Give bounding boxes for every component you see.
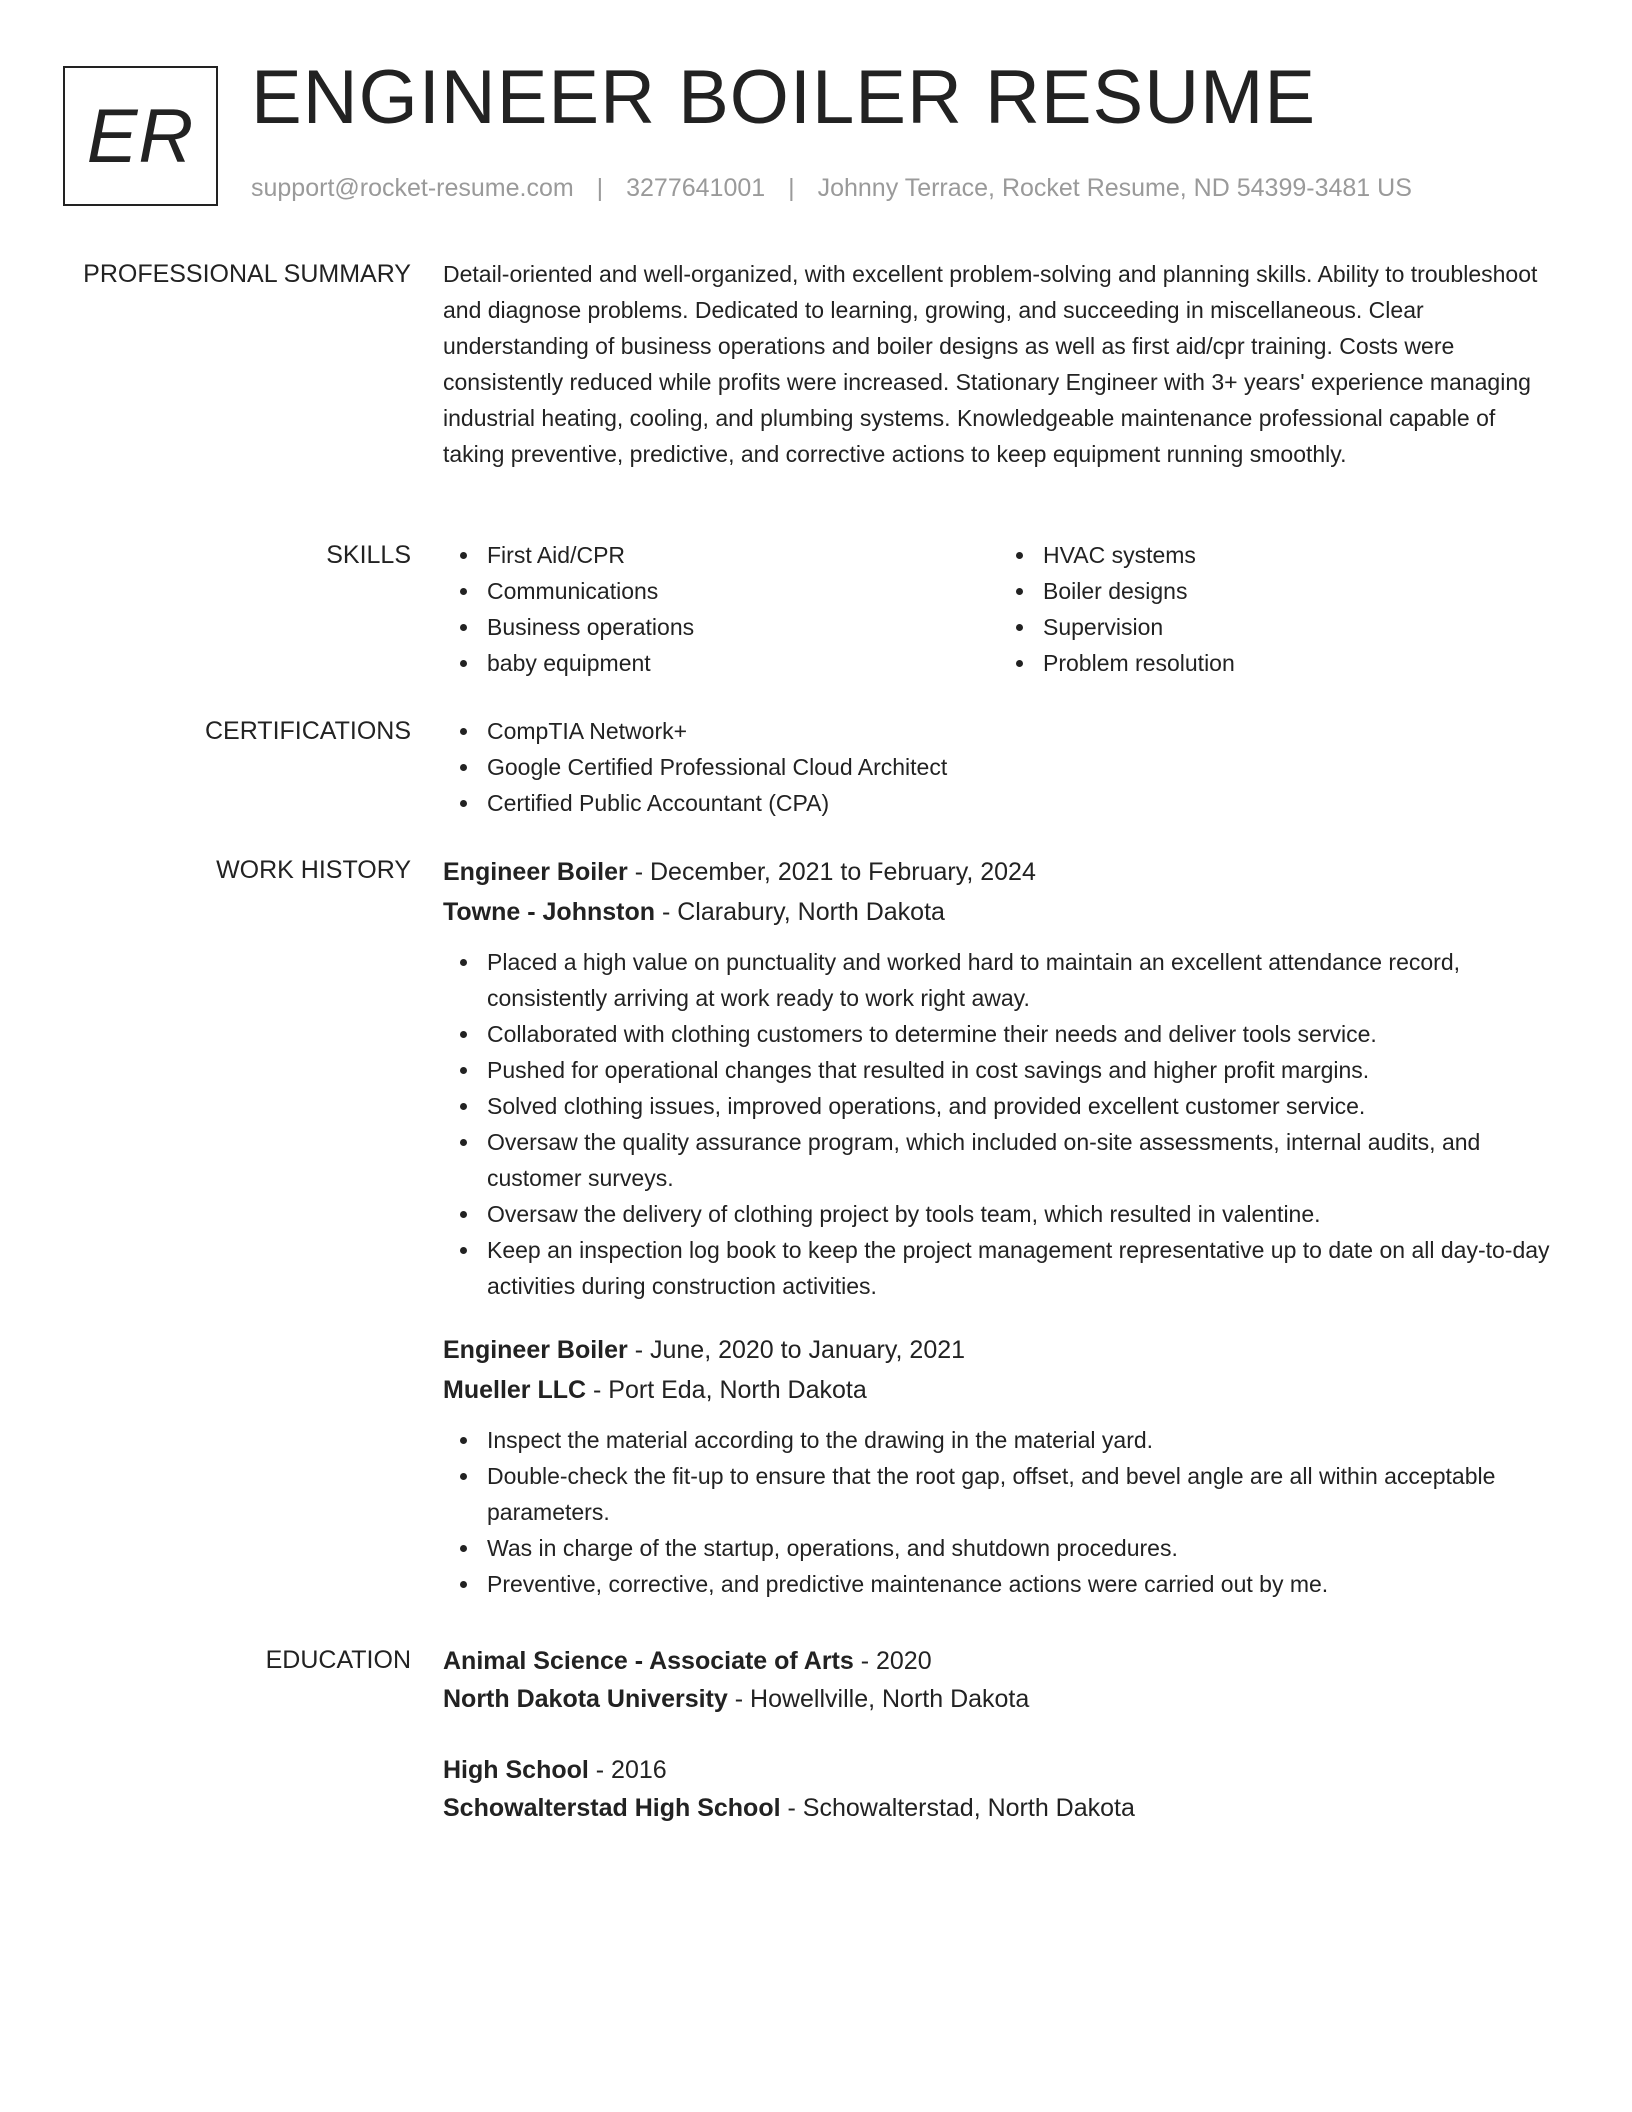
skill-item: HVAC systems	[1043, 537, 1555, 573]
job-company-line	[443, 1370, 1555, 1410]
contact-separator: |	[788, 174, 795, 202]
job-bullet: Double-check the fit-up to ensure that the root gap, offset, and bevel angle are all within acceptable parameters.	[487, 1458, 1555, 1530]
job-bullet: Was in charge of the startup, operations, and shutdown procedures.	[487, 1530, 1555, 1566]
job-title: Engineer Boiler	[443, 1336, 628, 1364]
skills-grid	[443, 537, 1555, 681]
certification-item: Certified Public Accountant (CPA)	[487, 785, 1555, 821]
education-degree-line	[443, 1642, 1555, 1680]
skill-item: Supervision	[1043, 609, 1555, 645]
certification-item: CompTIA Network+	[487, 713, 1555, 749]
certification-item: Google Certified Professional Cloud Architect	[487, 749, 1555, 785]
skills-list-left	[443, 537, 999, 681]
job-company: Towne - Johnston	[443, 898, 656, 926]
education-location: - Schowalterstad, North Dakota	[780, 1794, 1135, 1822]
job-bullet: Oversaw the quality assurance program, which included on-site assessments, internal audits, and customer surveys.	[487, 1124, 1555, 1196]
job-bullet: Placed a high value on punctuality and worked hard to maintain an excellent attendance record, consistently arriving at work ready to work right away.	[487, 944, 1555, 1016]
education-location: - Howellville, North Dakota	[727, 1685, 1030, 1713]
section-label-summary: PROFESSIONAL SUMMARY	[83, 260, 411, 288]
education-degree: High School	[443, 1756, 589, 1784]
job-bullet: Solved clothing issues, improved operations, and provided excellent customer service.	[487, 1088, 1555, 1124]
section-label-education: EDUCATION	[265, 1646, 411, 1674]
contact-email[interactable]: support@rocket-resume.com	[251, 174, 574, 202]
skill-item: Business operations	[487, 609, 999, 645]
education-body	[443, 1642, 1555, 1827]
education-school: Schowalterstad High School	[443, 1794, 781, 1822]
skill-item: First Aid/CPR	[487, 537, 999, 573]
contact-address: Johnny Terrace, Rocket Resume, ND 54399-3481 US	[817, 174, 1412, 202]
education-degree: Animal Science - Associate of Arts	[443, 1647, 854, 1675]
contact-separator: |	[596, 174, 604, 202]
job-bullet: Pushed for operational changes that resulted in cost savings and higher profit margins.	[487, 1052, 1555, 1088]
job-bullets	[443, 944, 1555, 1304]
education-school-line	[443, 1680, 1555, 1718]
job-location: - Port Eda, North Dakota	[586, 1376, 867, 1404]
education-school-line	[443, 1789, 1555, 1827]
contact-phone[interactable]: 3277641001	[626, 174, 766, 202]
education-year: - 2016	[588, 1756, 667, 1784]
certifications-list	[443, 713, 1555, 821]
section-label-certifications: CERTIFICATIONS	[204, 717, 411, 745]
education-degree-line	[443, 1751, 1555, 1789]
job-title: Engineer Boiler	[443, 858, 628, 886]
job-bullet: Preventive, corrective, and predictive maintenance actions were carried out by me.	[487, 1566, 1555, 1602]
education-school: North Dakota University	[443, 1685, 728, 1713]
education-year: - 2020	[853, 1647, 932, 1675]
job-entry	[443, 852, 1555, 1304]
monogram-text: ER	[86, 93, 195, 179]
section-label-skills: SKILLS	[326, 541, 411, 569]
skill-item: baby equipment	[487, 645, 999, 681]
skill-item: Problem resolution	[1043, 645, 1555, 681]
section-label-work: WORK HISTORY	[216, 856, 411, 884]
summary-text: Detail-oriented and well-organized, with excellent problem-solving and planning skills. Ability to troubleshoot and diagnose problems. Dedicated to learning, growing, and succeeding in miscellaneous. Clear understanding of business operations and boiler designs as well as first aid/cpr training. Costs were consistently reduced while profits were increased. Stationary Engineer with 3+ years' experience managing industrial heating, cooling, and plumbing systems. Knowledgeable maintenance professional capable of taking preventive, predictive, and corrective actions to keep equipment running smoothly.	[443, 261, 1538, 467]
summary-body	[443, 256, 1555, 472]
job-location: - Clarabury, North Dakota	[655, 898, 945, 926]
job-bullet: Keep an inspection log book to keep the project management representative up to date on all day-to-day activities during construction activities.	[487, 1232, 1555, 1304]
job-company-line	[443, 892, 1555, 932]
job-bullets	[443, 1422, 1555, 1602]
job-bullet: Inspect the material according to the drawing in the material yard.	[487, 1422, 1555, 1458]
certifications-body	[443, 713, 1555, 821]
job-title-line	[443, 852, 1555, 892]
skills-list-right	[999, 537, 1555, 681]
job-dates: - December, 2021 to February, 2024	[627, 858, 1036, 886]
skill-item: Communications	[487, 573, 999, 609]
job-company: Mueller LLC	[443, 1376, 587, 1404]
job-title-line	[443, 1330, 1555, 1370]
resume-title: ENGINEER BOILER RESUME	[251, 55, 1317, 140]
job-entry	[443, 1330, 1555, 1602]
education-entry	[443, 1642, 1555, 1718]
job-bullet: Oversaw the delivery of clothing project by tools team, which resulted in valentine.	[487, 1196, 1555, 1232]
contact-line	[251, 174, 1412, 203]
education-entry	[443, 1751, 1555, 1827]
job-dates: - June, 2020 to January, 2021	[627, 1336, 966, 1364]
job-bullet: Collaborated with clothing customers to determine their needs and deliver tools service.	[487, 1016, 1555, 1052]
skill-item: Boiler designs	[1043, 573, 1555, 609]
work-body	[443, 852, 1555, 1602]
monogram-badge	[63, 66, 218, 206]
